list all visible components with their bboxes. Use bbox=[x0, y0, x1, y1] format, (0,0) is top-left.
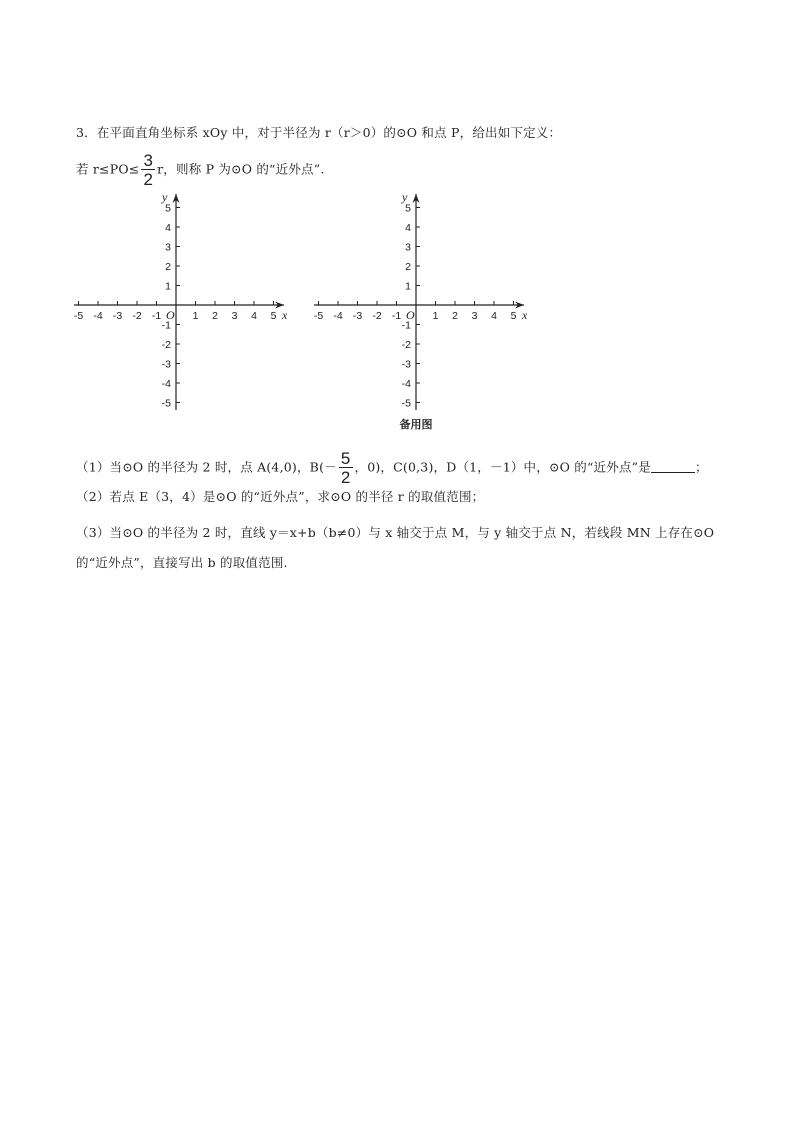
y-tick-label: -1 bbox=[161, 319, 171, 332]
y-tick-label: -3 bbox=[161, 358, 171, 371]
part-2: （2）若点 E（3，4）是⊙O 的“近外点”，求⊙O 的半径 r 的取值范围； bbox=[76, 489, 485, 504]
y-tick-label: 4 bbox=[165, 222, 171, 234]
x-tick-label: -1 bbox=[151, 310, 162, 322]
x-tick-label: 4 bbox=[491, 310, 497, 322]
x-tick-label: 3 bbox=[471, 310, 478, 322]
part-3-line-2: 的“近外点”，直接写出 b 的取值范围. bbox=[76, 555, 288, 570]
x-tick-label: 5 bbox=[510, 310, 517, 322]
x-tick-label: -1 bbox=[391, 310, 402, 322]
y-tick-label: -4 bbox=[161, 378, 171, 390]
y-tick-label: -5 bbox=[161, 397, 171, 410]
y-tick-label: 3 bbox=[165, 241, 171, 254]
part-1 bbox=[76, 450, 708, 486]
x-tick-label: 2 bbox=[452, 310, 458, 322]
fraction-three-halves bbox=[141, 152, 155, 188]
x-tick-label: -2 bbox=[132, 310, 142, 322]
coordinate-plane-spare bbox=[306, 188, 536, 433]
question-intro: 3．在平面直角坐标系 xOy 中，对于半径为 r（r＞0）的⊙O 和点 P，给出如下定义： bbox=[76, 125, 562, 140]
y-tick-label: -1 bbox=[401, 319, 411, 332]
y-tick-label: 5 bbox=[165, 202, 171, 215]
origin-label: O bbox=[166, 308, 175, 322]
y-tick-label: 2 bbox=[165, 261, 171, 273]
y-tick-label: -2 bbox=[161, 339, 171, 351]
fraction-five-halves bbox=[339, 450, 353, 486]
part-1-pre: （1）当⊙O 的半径为 2 时，点 A(4,0)，B(－ bbox=[76, 459, 337, 475]
y-axis-label: y bbox=[162, 190, 168, 204]
x-tick-label: -5 bbox=[73, 310, 84, 322]
x-tick-label: 4 bbox=[251, 310, 257, 322]
y-tick-label: -2 bbox=[401, 339, 411, 351]
x-axis-label: x bbox=[522, 308, 528, 322]
x-tick-label: 1 bbox=[432, 310, 439, 322]
fraction-denominator: 2 bbox=[143, 170, 154, 189]
y-tick-label: -3 bbox=[401, 358, 411, 371]
x-tick-label: -3 bbox=[352, 310, 363, 322]
y-tick-label: 5 bbox=[405, 202, 411, 215]
y-tick-label: 1 bbox=[405, 280, 411, 293]
x-tick-label: 3 bbox=[231, 310, 238, 322]
y-tick-label: -5 bbox=[401, 397, 411, 410]
x-tick-label: 2 bbox=[212, 310, 218, 322]
part-1-post: ，0)，C(0,3)，D（1，－1）中，⊙O 的“近外点”是 bbox=[354, 459, 651, 475]
x-tick-label: -3 bbox=[112, 310, 123, 322]
x-tick-label: -5 bbox=[313, 310, 324, 322]
definition-pre: 若 r≤PO≤ bbox=[76, 161, 140, 177]
origin-label: O bbox=[406, 308, 415, 322]
coordinate-plane-main bbox=[66, 188, 296, 413]
x-tick-label: 1 bbox=[192, 310, 199, 322]
question-definition bbox=[76, 152, 325, 188]
y-tick-label: 2 bbox=[405, 261, 411, 273]
x-axis-label: x bbox=[282, 308, 288, 322]
fraction-numerator: 5 bbox=[340, 449, 351, 468]
y-tick-label: 4 bbox=[405, 222, 411, 234]
answer-blank[interactable] bbox=[651, 460, 695, 473]
y-tick-label: -4 bbox=[401, 378, 411, 390]
part-3-line-1: （3）当⊙O 的半径为 2 时，直线 y＝x+b（b≠0）与 x 轴交于点 M，与 y 轴交于点 N，若线段 MN 上存在⊙O bbox=[76, 525, 715, 540]
x-tick-label: -2 bbox=[372, 310, 382, 322]
y-tick-label: 3 bbox=[405, 241, 411, 254]
y-axis-label: y bbox=[402, 190, 408, 204]
x-tick-label: 5 bbox=[270, 310, 277, 322]
x-tick-label: -4 bbox=[333, 310, 343, 322]
x-tick-label: -4 bbox=[93, 310, 103, 322]
y-tick-label: 1 bbox=[165, 280, 171, 293]
fraction-numerator: 3 bbox=[143, 151, 154, 170]
definition-post: r，则称 P 为⊙O 的“近外点”. bbox=[157, 161, 325, 177]
part-1-end: ； bbox=[694, 459, 708, 475]
spare-caption: 备用图 bbox=[399, 419, 433, 431]
fraction-denominator: 2 bbox=[340, 468, 351, 487]
